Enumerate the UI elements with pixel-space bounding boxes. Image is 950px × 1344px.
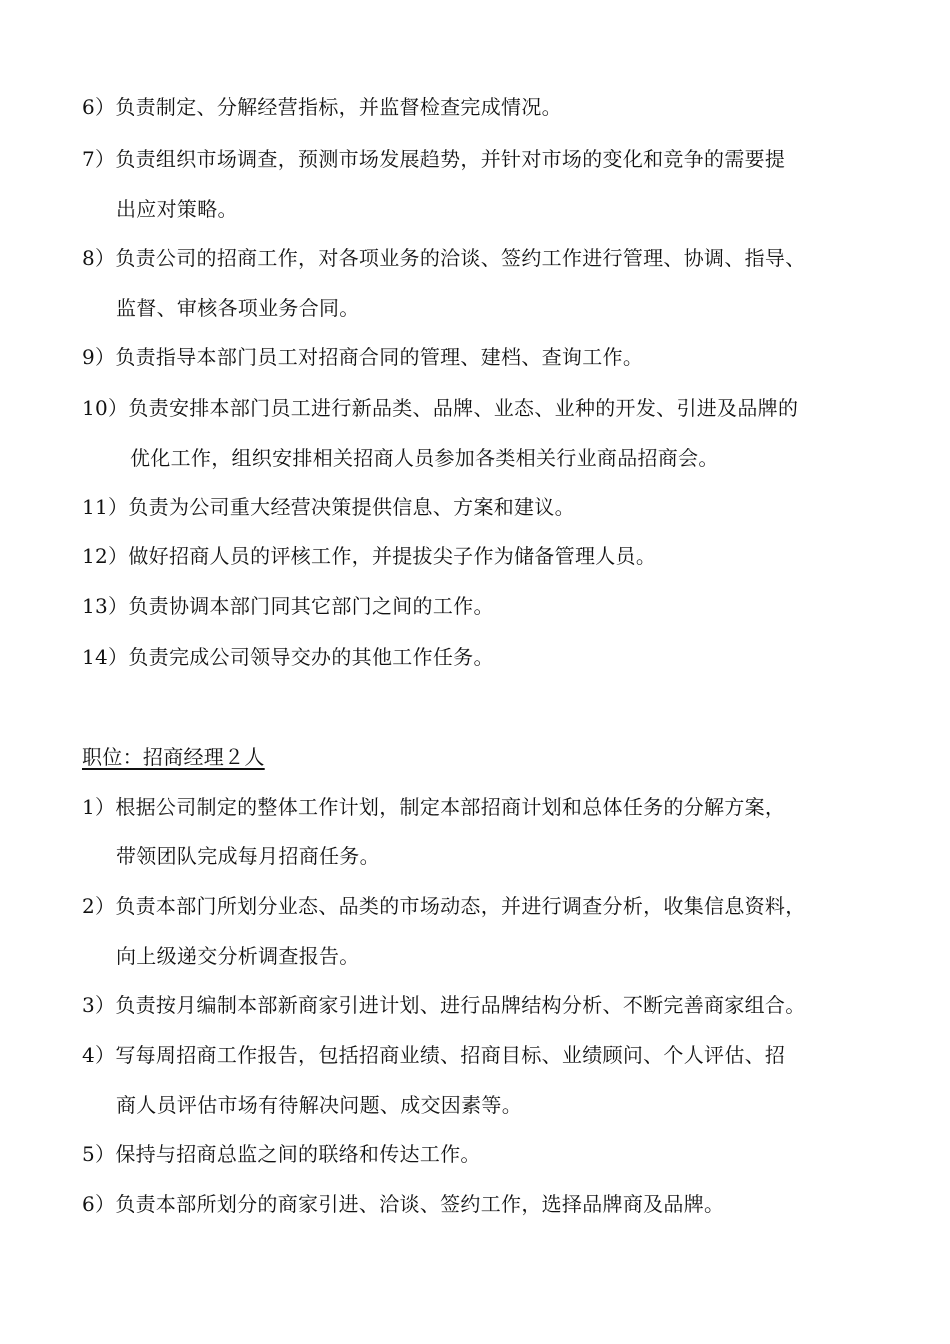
manager-item-1-cont: 带领团队完成每月招商任务。 [116,844,380,868]
manager-item-5: 5）保持与招商总监之间的联络和传达工作。 [82,1142,481,1166]
duty-item-7-cont: 出应对策略。 [116,197,238,221]
duty-item-14: 14）负责完成公司领导交办的其他工作任务。 [82,645,494,669]
duty-item-8: 8）负责公司的招商工作，对各项业务的洽谈、签约工作进行管理、协调、指导、 [82,246,806,270]
manager-item-4: 4）写每周招商工作报告，包括招商业绩、招商目标、业绩顾问、个人评估、招 [82,1043,786,1067]
manager-item-3: 3）负责按月编制本部新商家引进计划、进行品牌结构分析、不断完善商家组合。 [82,993,806,1017]
duty-item-7: 7）负责组织市场调查，预测市场发展趋势，并针对市场的变化和竞争的需要提 [82,147,786,171]
duty-item-9: 9）负责指导本部门员工对招商合同的管理、建档、查询工作。 [82,345,644,369]
duty-item-12: 12）做好招商人员的评核工作，并提拔尖子作为储备管理人员。 [82,544,657,568]
duty-item-13: 13）负责协调本部门同其它部门之间的工作。 [82,594,494,618]
duty-item-10-cont: 优化工作，组织安排相关招商人员参加各类相关行业商品招商会。 [130,446,719,470]
manager-item-6: 6）负责本部所划分的商家引进、洽谈、签约工作，选择品牌商及品牌。 [82,1192,725,1216]
position-heading: 职位：招商经理２人 [82,745,265,769]
duty-item-6: 6）负责制定、分解经营指标，并监督检查完成情况。 [82,95,562,119]
manager-item-2-cont: 向上级递交分析调查报告。 [116,944,360,968]
manager-item-2: 2）负责本部门所划分业态、品类的市场动态，并进行调查分析，收集信息资料， [82,894,806,918]
duty-item-8-cont: 监督、审核各项业务合同。 [116,296,360,320]
manager-item-1: 1）根据公司制定的整体工作计划，制定本部招商计划和总体任务的分解方案， [82,795,786,819]
manager-item-4-cont: 商人员评估市场有待解决问题、成交因素等。 [116,1093,522,1117]
duty-item-10: 10）负责安排本部门员工进行新品类、品牌、业态、业种的开发、引进及品牌的 [82,396,799,420]
duty-item-11: 11）负责为公司重大经营决策提供信息、方案和建议。 [82,495,575,519]
